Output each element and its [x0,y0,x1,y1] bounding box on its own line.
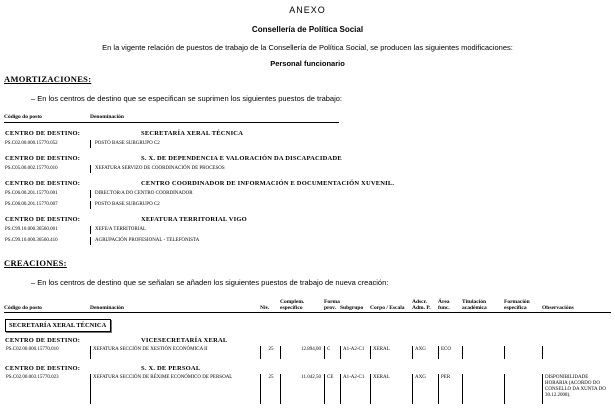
job-code: PS.C99.10.000.36560.410 [5,238,58,243]
table-row [4,165,611,173]
creaciones-heading: CREACIONES: [4,258,67,268]
cell-adscricion: AXG [412,346,438,359]
job-code: PS.C05.00.002.15770.010 [5,166,58,171]
job-denominacion: DIRECTOR/A DO CENTRO COORDINADOR [90,190,611,198]
job-code: PS.C02.00.003.15770.023 [6,375,59,380]
crea-group [4,337,611,359]
cell-complemento: 11.042,50 [280,374,324,404]
amortizaciones-heading: AMORTIZACIONES: [4,74,92,84]
table-row [4,374,611,404]
job-code: PS.C06.00.201.15770.001 [5,191,58,196]
job-denominacion: POSTO BASE SUBGRUPO C2 [90,140,611,148]
centro-destino-value: SECRETARÍA XERAL TÉCNICA [141,130,244,137]
col-header-denominacion: Denominación [90,114,124,120]
table-row [4,226,611,234]
col-header-denominacion: Denominación [90,305,124,311]
centro-destino-label: CENTRO DE DESTINO: [5,180,81,187]
cell-observacions: DISPONIBILIDADE HORARIA (ACORDO DO CONSELLO DA XUNTA DO 30.12.2008). [542,374,611,404]
centro-destino-row [4,130,611,137]
col-header-forma-provision: Forma prov. [324,299,340,311]
job-denominacion: XEFE/A TERRITORIAL [90,226,611,234]
amort-group [4,155,611,173]
staff-type-heading: Personal funcionario [270,59,345,68]
col-header-corpo-escala: Corpo / Escala [370,305,405,311]
col-header-observacions: Observacións [542,305,574,311]
job-code: PS.C99.10.000.36560.001 [5,227,58,232]
amort-group [4,216,611,245]
section-box-secretaria-xeral-tecnica: SECRETARÍA XERAL TÉCNICA [5,319,111,332]
cell-area-funcional: PER [438,374,462,404]
centro-destino-label: CENTRO DE DESTINO: [5,337,81,344]
job-code: PS.C02.00.000.15770.052 [5,141,58,146]
table-row [4,140,611,148]
amort-group [4,180,611,209]
creaciones-table-header [4,299,611,313]
crea-group [4,365,611,404]
doc-intro: En la vigente relación de puestos de trabajo de la Consellería de Política Social, se producen las siguientes modificaciones: [102,43,513,52]
cell-forma-provision: C [324,346,340,359]
centro-destino-label: CENTRO DE DESTINO: [5,216,81,223]
amort-group [4,130,611,148]
centro-destino-row [4,216,611,223]
amortizaciones-table-header [4,114,339,123]
cell-titulacion [462,346,504,359]
centro-destino-row [4,337,611,344]
cell-adscricion: AXG [412,374,438,404]
centro-destino-value: S. X. DE PERSOAL [141,365,201,372]
job-code: PS.C02.00.000.15770.010 [6,347,59,352]
centro-destino-row [4,180,611,187]
col-header-titulacion-academica: Titulación académica [462,299,487,311]
cell-observacions [542,346,611,359]
job-code: PS.C06.00.201.15770.007 [5,202,58,207]
cell-titulacion [462,374,504,404]
cell-nivel: 25 [260,346,280,359]
cell-nivel: 25 [260,374,280,404]
cell-complemento: 12.894,00 [280,346,324,359]
col-header-codigo: Código do posto [4,114,42,120]
creaciones-bullet: – En los centros de destino que se señalan se añaden los siguientes puestos de trabajo de nueva creación: [31,278,389,287]
centro-destino-label: CENTRO DE DESTINO: [5,155,81,162]
col-header-complemento-especifico: Complem. específico [280,299,305,311]
job-denominacion: XEFATURA SECCIÓN DE RÉXIME ECONÓMICO DE PERSOAL [90,374,260,404]
col-header-subgrupo: Subgrupo [340,305,364,311]
centro-destino-value: XEFATURA TERRITORIAL VIGO [141,216,247,223]
table-row [4,346,611,359]
cell-subgrupo: A1-A2-C1 [340,346,370,359]
table-row [4,237,611,245]
job-denominacion: XEFATURA SECCIÓN DE XESTIÓN ECONÓMICA II [90,346,260,359]
cell-area-funcional: ECO [438,346,462,359]
centro-destino-row [4,155,611,162]
cell-formacion [504,346,542,359]
centro-destino-row [4,365,611,372]
table-row [4,201,611,209]
col-header-codigo: Código do posto [4,305,42,311]
amortizaciones-bullet: – En los centros de destino que se especifican se suprimen los siguientes puestos de trabajo: [31,94,343,103]
centro-destino-value: VICESECRETARÍA XERAL [141,337,228,344]
cell-formacion [504,374,542,404]
table-row [4,190,611,198]
doc-subtitle: Consellería de Política Social [251,25,364,34]
cell-corpo-escala: XERAL [370,374,412,404]
cell-forma-provision: CE [324,374,340,404]
centro-destino-label: CENTRO DE DESTINO: [5,130,81,137]
centro-destino-value: CENTRO COORDINADOR DE INFORMACIÓN E DOCUMENTACIÓN XUVENIL. [141,180,395,187]
creaciones-section [4,258,611,404]
centro-destino-value: S. X. DE DEPENDENCIA E VALORACIÓN DA DISCAPACIDADE [141,155,342,162]
col-header-nivel: Niv. [260,305,270,311]
job-denominacion: XEFATURA SERVIZO DE COORDINACIÓN DE PROCESOS [90,165,611,173]
cell-corpo-escala: XERAL [370,346,412,359]
doc-title: ANEXO [289,5,326,15]
amortizaciones-section [4,74,611,245]
job-denominacion: AGRUPACIÓN PROFESIONAL - TELEFONISTA [90,237,611,245]
col-header-formacion-especifica: Formación específica [504,299,530,311]
cell-subgrupo: A1-A2-C1 [340,374,370,404]
job-denominacion: POSTO BASE SUBGRUPO C2 [90,201,611,209]
centro-destino-label: CENTRO DE DESTINO: [5,365,81,372]
col-header-adscricion-admon: Adscr. Adm. P. [412,299,431,311]
col-header-area-funcional: Área func. [438,299,450,311]
